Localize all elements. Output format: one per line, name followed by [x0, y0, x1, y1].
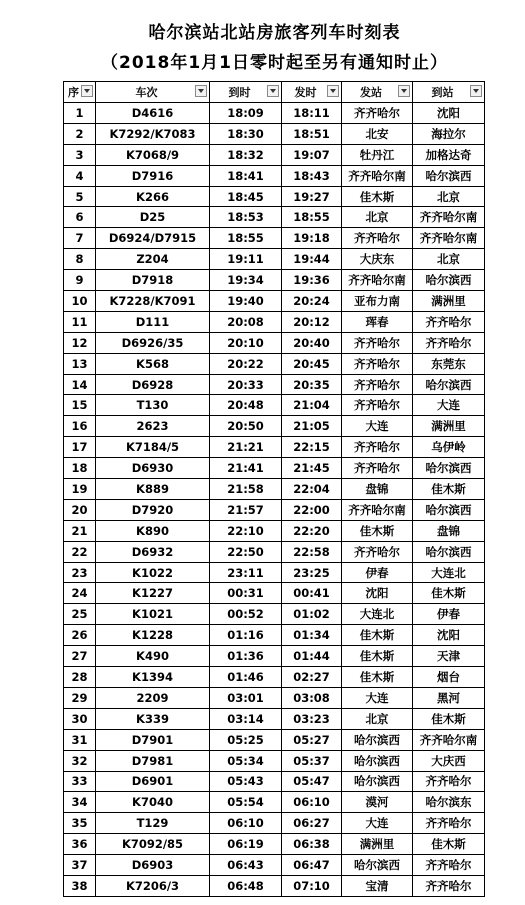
cell-seq[interactable]: 29	[64, 687, 96, 708]
cell-origin[interactable]: 齐齐哈尔	[342, 458, 413, 479]
cell-origin[interactable]: 大连	[342, 687, 413, 708]
cell-destination[interactable]: 天津	[413, 646, 485, 667]
cell-origin[interactable]: 齐齐哈尔	[342, 332, 413, 353]
cell-departure-time[interactable]: 05:27	[282, 729, 342, 750]
cell-arrival-time[interactable]: 18:53	[210, 207, 282, 228]
cell-origin[interactable]: 佳木斯	[342, 186, 413, 207]
cell-departure-time[interactable]: 05:37	[282, 750, 342, 771]
cell-origin[interactable]: 牡丹江	[342, 144, 413, 165]
cell-origin[interactable]: 大连北	[342, 604, 413, 625]
cell-destination[interactable]: 哈尔滨西	[413, 458, 485, 479]
cell-origin[interactable]: 大庆东	[342, 249, 413, 270]
table-row[interactable]	[64, 771, 485, 792]
table-row[interactable]	[64, 416, 485, 437]
cell-train-number[interactable]: D111	[96, 311, 210, 332]
header-departure	[282, 82, 342, 103]
cell-destination[interactable]: 哈尔滨西	[413, 374, 485, 395]
cell-origin[interactable]: 伊春	[342, 562, 413, 583]
cell-arrival-time[interactable]: 06:10	[210, 813, 282, 834]
table-row[interactable]	[64, 792, 485, 813]
cell-destination[interactable]: 大连北	[413, 562, 485, 583]
cell-arrival-time[interactable]: 23:11	[210, 562, 282, 583]
cell-departure-time[interactable]: 18:55	[282, 207, 342, 228]
cell-destination[interactable]: 齐齐哈尔	[413, 332, 485, 353]
cell-seq[interactable]: 3	[64, 144, 96, 165]
cell-departure-time[interactable]: 18:11	[282, 103, 342, 124]
cell-destination[interactable]: 黑河	[413, 687, 485, 708]
cell-arrival-time[interactable]: 03:14	[210, 708, 282, 729]
cell-departure-time[interactable]: 18:51	[282, 123, 342, 144]
cell-origin[interactable]: 沈阳	[342, 583, 413, 604]
cell-train-number[interactable]: K889	[96, 479, 210, 500]
cell-destination[interactable]: 加格达奇	[413, 144, 485, 165]
cell-seq[interactable]: 10	[64, 291, 96, 312]
cell-destination[interactable]: 伊春	[413, 604, 485, 625]
cell-origin[interactable]: 漠河	[342, 792, 413, 813]
table-row[interactable]	[64, 562, 485, 583]
cell-arrival-time[interactable]: 20:08	[210, 311, 282, 332]
table-row[interactable]	[64, 855, 485, 876]
cell-origin[interactable]: 哈尔滨西	[342, 729, 413, 750]
table-row[interactable]	[64, 165, 485, 186]
cell-train-number[interactable]: D7901	[96, 729, 210, 750]
page-title: 哈尔滨站北站房旅客列车时刻表	[148, 23, 401, 43]
cell-departure-time[interactable]: 20:35	[282, 374, 342, 395]
table-row[interactable]	[64, 729, 485, 750]
cell-destination[interactable]: 满洲里	[413, 291, 485, 312]
cell-destination[interactable]: 齐齐哈尔	[413, 771, 485, 792]
cell-departure-time[interactable]: 20:12	[282, 311, 342, 332]
cell-departure-time[interactable]: 22:15	[282, 437, 342, 458]
cell-seq[interactable]: 32	[64, 750, 96, 771]
cell-seq[interactable]: 16	[64, 416, 96, 437]
cell-origin[interactable]: 齐齐哈尔	[342, 228, 413, 249]
filter-dropdown-icon[interactable]	[81, 85, 93, 97]
cell-arrival-time[interactable]: 18:09	[210, 103, 282, 124]
table-row[interactable]	[64, 103, 485, 124]
cell-destination[interactable]: 哈尔滨西	[413, 270, 485, 291]
cell-destination[interactable]: 大庆西	[413, 750, 485, 771]
page-subtitle: （2018年1月1日零时起至另有通知时止）	[101, 53, 448, 73]
cell-departure-time[interactable]: 19:07	[282, 144, 342, 165]
filter-dropdown-icon[interactable]	[470, 85, 482, 97]
cell-origin[interactable]: 齐齐哈尔	[342, 395, 413, 416]
cell-origin[interactable]: 哈尔滨西	[342, 771, 413, 792]
header-from	[342, 82, 413, 103]
cell-destination[interactable]: 沈阳	[413, 625, 485, 646]
table-row[interactable]	[64, 813, 485, 834]
timetable	[63, 81, 485, 897]
cell-departure-time[interactable]: 06:27	[282, 813, 342, 834]
cell-arrival-time[interactable]: 19:40	[210, 291, 282, 312]
cell-departure-time[interactable]: 21:05	[282, 416, 342, 437]
cell-departure-time[interactable]: 20:45	[282, 353, 342, 374]
cell-origin[interactable]: 齐齐哈尔南	[342, 270, 413, 291]
table-row[interactable]	[64, 667, 485, 688]
table-row[interactable]	[64, 437, 485, 458]
cell-seq[interactable]: 6	[64, 207, 96, 228]
header-to	[413, 82, 485, 103]
cell-arrival-time[interactable]: 21:57	[210, 499, 282, 520]
cell-seq[interactable]: 22	[64, 541, 96, 562]
cell-origin[interactable]: 哈尔滨西	[342, 750, 413, 771]
table-row[interactable]	[64, 583, 485, 604]
cell-departure-time[interactable]: 21:45	[282, 458, 342, 479]
cell-seq[interactable]: 36	[64, 834, 96, 855]
table-row[interactable]	[64, 144, 485, 165]
cell-arrival-time[interactable]: 01:36	[210, 646, 282, 667]
cell-origin[interactable]: 亚布力南	[342, 291, 413, 312]
cell-destination[interactable]: 齐齐哈尔	[413, 855, 485, 876]
cell-origin[interactable]: 佳木斯	[342, 520, 413, 541]
cell-origin[interactable]: 齐齐哈尔	[342, 541, 413, 562]
timetable-sheet	[63, 18, 486, 897]
cell-departure-time[interactable]: 18:43	[282, 165, 342, 186]
cell-train-number[interactable]: D6901	[96, 771, 210, 792]
cell-arrival-time[interactable]: 05:34	[210, 750, 282, 771]
header-label: 发站	[360, 86, 382, 99]
cell-arrival-time[interactable]: 22:10	[210, 520, 282, 541]
header-label: 序	[68, 86, 79, 99]
cell-seq[interactable]: 1	[64, 103, 96, 124]
cell-departure-time[interactable]: 19:44	[282, 249, 342, 270]
cell-origin[interactable]: 佳木斯	[342, 667, 413, 688]
cell-departure-time[interactable]: 06:47	[282, 855, 342, 876]
cell-seq[interactable]: 17	[64, 437, 96, 458]
cell-destination[interactable]: 哈尔滨东	[413, 792, 485, 813]
cell-departure-time[interactable]: 19:36	[282, 270, 342, 291]
cell-origin[interactable]: 齐齐哈尔	[342, 374, 413, 395]
cell-train-number[interactable]: K7092/85	[96, 834, 210, 855]
cell-seq[interactable]: 31	[64, 729, 96, 750]
cell-seq[interactable]: 26	[64, 625, 96, 646]
cell-origin[interactable]: 大连	[342, 416, 413, 437]
filter-dropdown-icon[interactable]	[267, 85, 279, 97]
table-row[interactable]	[64, 291, 485, 312]
header-arrival	[210, 82, 282, 103]
cell-departure-time[interactable]: 20:40	[282, 332, 342, 353]
cell-seq[interactable]: 24	[64, 583, 96, 604]
cell-train-number[interactable]: K266	[96, 186, 210, 207]
cell-departure-time[interactable]: 05:47	[282, 771, 342, 792]
table-row[interactable]	[64, 875, 485, 896]
cell-departure-time[interactable]: 01:44	[282, 646, 342, 667]
cell-destination[interactable]: 大连	[413, 395, 485, 416]
table-row[interactable]	[64, 708, 485, 729]
cell-train-number[interactable]: Z204	[96, 249, 210, 270]
cell-departure-time[interactable]: 22:20	[282, 520, 342, 541]
cell-origin[interactable]: 佳木斯	[342, 625, 413, 646]
cell-arrival-time[interactable]: 22:50	[210, 541, 282, 562]
cell-train-number[interactable]: T129	[96, 813, 210, 834]
cell-departure-time[interactable]: 22:00	[282, 499, 342, 520]
cell-train-number[interactable]: D7916	[96, 165, 210, 186]
cell-train-number[interactable]: D7920	[96, 499, 210, 520]
cell-departure-time[interactable]: 01:02	[282, 604, 342, 625]
cell-origin[interactable]: 齐齐哈尔南	[342, 499, 413, 520]
cell-seq[interactable]: 27	[64, 646, 96, 667]
cell-seq[interactable]: 18	[64, 458, 96, 479]
cell-arrival-time[interactable]: 20:50	[210, 416, 282, 437]
cell-arrival-time[interactable]: 06:19	[210, 834, 282, 855]
cell-destination[interactable]: 哈尔滨西	[413, 165, 485, 186]
cell-departure-time[interactable]: 19:18	[282, 228, 342, 249]
cell-train-number[interactable]: K568	[96, 353, 210, 374]
cell-origin[interactable]: 盘锦	[342, 479, 413, 500]
cell-departure-time[interactable]: 06:38	[282, 834, 342, 855]
cell-destination[interactable]: 齐齐哈尔南	[413, 729, 485, 750]
cell-origin[interactable]: 满洲里	[342, 834, 413, 855]
table-row[interactable]	[64, 687, 485, 708]
cell-origin[interactable]: 北安	[342, 123, 413, 144]
cell-train-number[interactable]: K490	[96, 646, 210, 667]
table-row[interactable]	[64, 541, 485, 562]
header-label: 车次	[135, 86, 158, 99]
cell-departure-time[interactable]: 19:27	[282, 186, 342, 207]
cell-destination[interactable]: 佳木斯	[413, 583, 485, 604]
table-row[interactable]	[64, 332, 485, 353]
table-row[interactable]	[64, 186, 485, 207]
filter-dropdown-icon[interactable]	[327, 85, 339, 97]
cell-departure-time[interactable]: 22:58	[282, 541, 342, 562]
cell-seq[interactable]: 13	[64, 353, 96, 374]
cell-arrival-time[interactable]: 20:33	[210, 374, 282, 395]
cell-destination[interactable]: 北京	[413, 249, 485, 270]
cell-seq[interactable]: 2	[64, 123, 96, 144]
cell-train-number[interactable]: D4616	[96, 103, 210, 124]
cell-destination[interactable]: 齐齐哈尔南	[413, 228, 485, 249]
cell-train-number[interactable]: D6926/35	[96, 332, 210, 353]
cell-origin[interactable]: 齐齐哈尔	[342, 103, 413, 124]
cell-train-number[interactable]: 2623	[96, 416, 210, 437]
cell-origin[interactable]: 北京	[342, 708, 413, 729]
cell-train-number[interactable]: K7184/5	[96, 437, 210, 458]
table-row[interactable]	[64, 270, 485, 291]
table-row[interactable]	[64, 479, 485, 500]
cell-arrival-time[interactable]: 06:43	[210, 855, 282, 876]
cell-arrival-time[interactable]: 20:10	[210, 332, 282, 353]
cell-train-number[interactable]: D6903	[96, 855, 210, 876]
cell-arrival-time[interactable]: 01:46	[210, 667, 282, 688]
cell-seq[interactable]: 19	[64, 479, 96, 500]
cell-origin[interactable]: 齐齐哈尔	[342, 353, 413, 374]
cell-train-number[interactable]: D7981	[96, 750, 210, 771]
cell-arrival-time[interactable]: 05:25	[210, 729, 282, 750]
cell-origin[interactable]: 齐齐哈尔南	[342, 165, 413, 186]
cell-departure-time[interactable]: 20:24	[282, 291, 342, 312]
cell-seq[interactable]: 12	[64, 332, 96, 353]
cell-seq[interactable]: 28	[64, 667, 96, 688]
cell-seq[interactable]: 8	[64, 249, 96, 270]
cell-origin[interactable]: 佳木斯	[342, 646, 413, 667]
cell-seq[interactable]: 34	[64, 792, 96, 813]
cell-departure-time[interactable]: 02:27	[282, 667, 342, 688]
cell-destination[interactable]: 齐齐哈尔	[413, 875, 485, 896]
table-row[interactable]	[64, 249, 485, 270]
cell-destination[interactable]: 满洲里	[413, 416, 485, 437]
cell-arrival-time[interactable]: 18:32	[210, 144, 282, 165]
cell-arrival-time[interactable]: 18:30	[210, 123, 282, 144]
cell-destination[interactable]: 东莞东	[413, 353, 485, 374]
cell-train-number[interactable]: K7228/K7091	[96, 291, 210, 312]
table-row[interactable]	[64, 834, 485, 855]
header-seq	[64, 82, 96, 103]
cell-departure-time[interactable]: 03:23	[282, 708, 342, 729]
cell-seq[interactable]: 7	[64, 228, 96, 249]
cell-arrival-time[interactable]: 20:48	[210, 395, 282, 416]
table-row[interactable]	[64, 353, 485, 374]
table-row[interactable]	[64, 625, 485, 646]
cell-destination[interactable]: 佳木斯	[413, 834, 485, 855]
cell-destination[interactable]: 盘锦	[413, 520, 485, 541]
cell-arrival-time[interactable]: 06:48	[210, 875, 282, 896]
cell-train-number[interactable]: D6928	[96, 374, 210, 395]
cell-destination[interactable]: 海拉尔	[413, 123, 485, 144]
cell-origin[interactable]: 珲春	[342, 311, 413, 332]
cell-seq[interactable]: 20	[64, 499, 96, 520]
cell-arrival-time[interactable]: 21:41	[210, 458, 282, 479]
cell-departure-time[interactable]: 23:25	[282, 562, 342, 583]
cell-seq[interactable]: 38	[64, 875, 96, 896]
cell-arrival-time[interactable]: 18:41	[210, 165, 282, 186]
cell-origin[interactable]: 北京	[342, 207, 413, 228]
cell-departure-time[interactable]: 06:10	[282, 792, 342, 813]
cell-arrival-time[interactable]: 05:54	[210, 792, 282, 813]
cell-origin[interactable]: 齐齐哈尔	[342, 437, 413, 458]
cell-destination[interactable]: 乌伊岭	[413, 437, 485, 458]
cell-seq[interactable]: 14	[64, 374, 96, 395]
cell-destination[interactable]: 佳木斯	[413, 708, 485, 729]
cell-train-number[interactable]: K7292/K7083	[96, 123, 210, 144]
cell-destination[interactable]: 北京	[413, 186, 485, 207]
cell-arrival-time[interactable]: 20:22	[210, 353, 282, 374]
cell-seq[interactable]: 33	[64, 771, 96, 792]
cell-train-number[interactable]: D7918	[96, 270, 210, 291]
header-row	[64, 82, 485, 103]
cell-origin[interactable]: 宝清	[342, 875, 413, 896]
cell-destination[interactable]: 佳木斯	[413, 479, 485, 500]
cell-arrival-time[interactable]: 19:11	[210, 249, 282, 270]
cell-destination[interactable]: 哈尔滨西	[413, 541, 485, 562]
table-row[interactable]	[64, 311, 485, 332]
cell-departure-time[interactable]: 07:10	[282, 875, 342, 896]
cell-arrival-time[interactable]: 18:55	[210, 228, 282, 249]
cell-train-number[interactable]: K1022	[96, 562, 210, 583]
cell-train-number[interactable]: K1228	[96, 625, 210, 646]
table-row[interactable]	[64, 228, 485, 249]
cell-train-number[interactable]: K890	[96, 520, 210, 541]
cell-train-number[interactable]: D6930	[96, 458, 210, 479]
cell-seq[interactable]: 9	[64, 270, 96, 291]
cell-train-number[interactable]: K7040	[96, 792, 210, 813]
cell-train-number[interactable]: K1227	[96, 583, 210, 604]
table-row[interactable]	[64, 458, 485, 479]
cell-departure-time[interactable]: 00:41	[282, 583, 342, 604]
cell-arrival-time[interactable]: 00:52	[210, 604, 282, 625]
filter-dropdown-icon[interactable]	[195, 85, 207, 97]
cell-destination[interactable]: 齐齐哈尔	[413, 813, 485, 834]
cell-seq[interactable]: 37	[64, 855, 96, 876]
header-train	[96, 82, 210, 103]
cell-departure-time[interactable]: 03:08	[282, 687, 342, 708]
cell-origin[interactable]: 大连	[342, 813, 413, 834]
table-row[interactable]	[64, 123, 485, 144]
cell-destination[interactable]: 沈阳	[413, 103, 485, 124]
cell-seq[interactable]: 5	[64, 186, 96, 207]
cell-departure-time[interactable]: 22:04	[282, 479, 342, 500]
cell-arrival-time[interactable]: 01:16	[210, 625, 282, 646]
cell-arrival-time[interactable]: 19:34	[210, 270, 282, 291]
cell-destination[interactable]: 烟台	[413, 667, 485, 688]
cell-destination[interactable]: 哈尔滨西	[413, 499, 485, 520]
cell-train-number[interactable]: D6924/D7915	[96, 228, 210, 249]
table-row[interactable]	[64, 646, 485, 667]
cell-seq[interactable]: 15	[64, 395, 96, 416]
cell-train-number[interactable]: K1394	[96, 667, 210, 688]
table-row[interactable]	[64, 395, 485, 416]
cell-train-number[interactable]: T130	[96, 395, 210, 416]
cell-seq[interactable]: 30	[64, 708, 96, 729]
table-header	[64, 82, 485, 103]
cell-train-number[interactable]: K7206/3	[96, 875, 210, 896]
table-row[interactable]	[64, 374, 485, 395]
cell-train-number[interactable]: K1021	[96, 604, 210, 625]
cell-seq[interactable]: 21	[64, 520, 96, 541]
cell-arrival-time[interactable]: 18:45	[210, 186, 282, 207]
cell-train-number[interactable]: D25	[96, 207, 210, 228]
table-row[interactable]	[64, 499, 485, 520]
filter-dropdown-icon[interactable]	[398, 85, 410, 97]
cell-destination[interactable]: 齐齐哈尔	[413, 311, 485, 332]
table-row[interactable]	[64, 520, 485, 541]
cell-arrival-time[interactable]: 03:01	[210, 687, 282, 708]
cell-train-number[interactable]: 2209	[96, 687, 210, 708]
cell-arrival-time[interactable]: 21:58	[210, 479, 282, 500]
cell-train-number[interactable]: D6932	[96, 541, 210, 562]
cell-train-number[interactable]: K339	[96, 708, 210, 729]
table-body	[64, 103, 485, 897]
cell-destination[interactable]: 齐齐哈尔南	[413, 207, 485, 228]
cell-seq[interactable]: 11	[64, 311, 96, 332]
header-label: 到站	[431, 86, 454, 99]
cell-seq[interactable]: 25	[64, 604, 96, 625]
cell-departure-time[interactable]: 21:04	[282, 395, 342, 416]
cell-arrival-time[interactable]: 00:31	[210, 583, 282, 604]
header-label: 发时	[294, 86, 317, 99]
cell-departure-time[interactable]: 01:34	[282, 625, 342, 646]
cell-origin[interactable]: 哈尔滨西	[342, 855, 413, 876]
cell-arrival-time[interactable]: 21:21	[210, 437, 282, 458]
cell-seq[interactable]: 4	[64, 165, 96, 186]
cell-seq[interactable]: 35	[64, 813, 96, 834]
cell-train-number[interactable]: K7068/9	[96, 144, 210, 165]
table-row[interactable]	[64, 750, 485, 771]
table-row[interactable]	[64, 207, 485, 228]
header-label: 到时	[228, 86, 251, 99]
cell-arrival-time[interactable]: 05:43	[210, 771, 282, 792]
table-row[interactable]	[64, 604, 485, 625]
cell-seq[interactable]: 23	[64, 562, 96, 583]
